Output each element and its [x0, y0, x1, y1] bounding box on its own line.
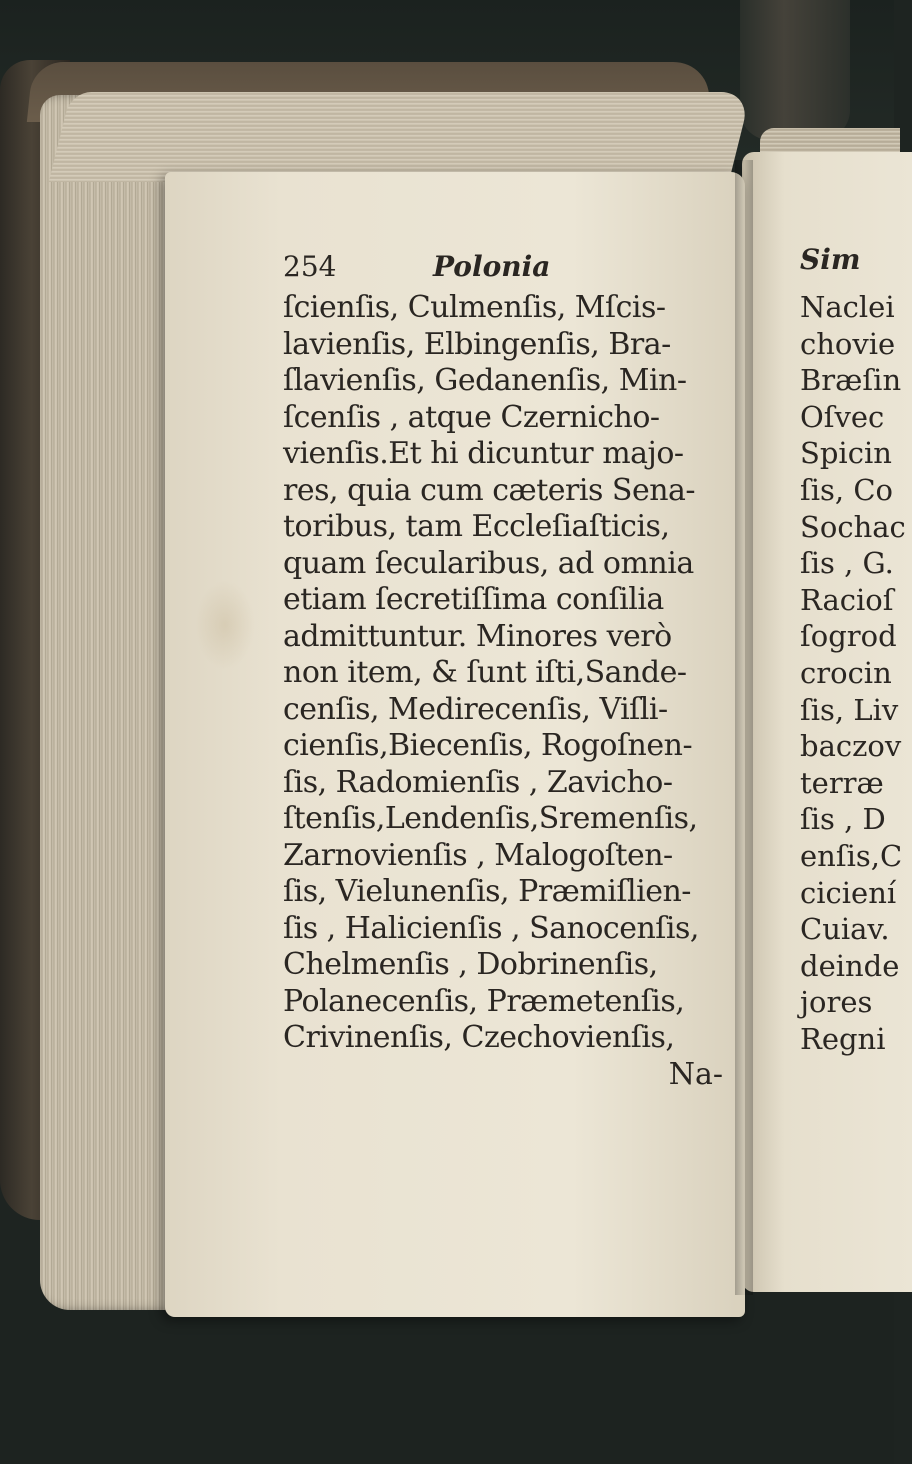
book-clasp — [740, 0, 850, 140]
text-line: Polanecenſis, Præmetenſis, — [283, 983, 685, 1019]
right-text-line: terræ — [800, 765, 884, 800]
text-line: res, quia cum cæteris Sena- — [283, 472, 696, 508]
text-line: ſis , Halicienſis , Sanocenſis, — [283, 910, 699, 946]
text-line: quam ſecularibus, ad omnia — [283, 545, 694, 581]
right-text-line: ciciení — [800, 875, 897, 910]
text-line: ſlavienſis, Gedanenſis, Min- — [283, 363, 687, 398]
running-head: Polonia — [433, 250, 551, 283]
text-line: lavienſis, Elbingenſis, Bra- — [283, 326, 671, 362]
right-text-line: crocin — [800, 655, 892, 690]
text-line: Chelmenſis , Dobrinenſis, — [283, 947, 658, 982]
text-line: cenſis, Medirecenſis, Viſli- — [283, 691, 668, 727]
right-text-line: Spicin — [800, 436, 892, 471]
right-text-line: deinde — [800, 948, 900, 983]
right-text-line: ſis , G. — [800, 546, 894, 581]
right-text-line: baczov — [800, 729, 902, 764]
page-header — [283, 250, 743, 290]
text-line: ſcenſis , atque Czernicho- — [283, 399, 660, 435]
right-text-line: ſis, Liv — [800, 692, 899, 727]
text-line: Zarnovienſis , Malogoſten- — [283, 837, 673, 873]
text-line: cienſis,Biecenſis, Rogoſnen- — [283, 728, 693, 763]
text-line: toribus, tam Eccleſiaſticis, — [283, 509, 670, 544]
catchword: Na- — [668, 1056, 723, 1092]
text-line: vienſis.Et hi dicuntur majo- — [283, 436, 684, 471]
right-text-line: enſis,C — [800, 838, 903, 873]
right-text-line: Racioſ — [800, 582, 894, 617]
text-line: admittuntur. Minores verò — [283, 618, 672, 654]
text-line: non item, & ſunt iſti,Sande- — [283, 655, 687, 690]
page-stain — [195, 580, 255, 670]
text-line: ſcienſis, Culmenſis, Mſcis- — [283, 290, 666, 325]
right-text-line: Regni — [800, 1021, 886, 1056]
text-line: ſis, Radomienſis , Zavicho- — [283, 764, 673, 800]
page-number: 254 — [283, 250, 337, 283]
text-line: Crivinenſis, Czechovienſis, — [283, 1020, 675, 1055]
right-page-text — [800, 243, 906, 1057]
right-text-line: ſogrod — [800, 619, 897, 654]
text-block — [283, 290, 743, 1057]
right-running-head: Sim — [800, 243, 861, 276]
text-line: etiam ſecretiſſima conſilia — [283, 582, 664, 617]
right-text-line: chovie — [800, 326, 896, 361]
right-text-line: jores — [800, 985, 873, 1020]
page-edges-top — [49, 92, 751, 182]
right-text-line: Cuiav. — [800, 912, 890, 947]
text-line: ſis, Vielunenſis, Præmiſlien- — [283, 874, 691, 909]
right-text-line: Oſvec — [800, 399, 885, 434]
right-text-line: ſis , D — [800, 802, 886, 837]
right-text-line: Naclei — [800, 290, 895, 324]
right-text-line: ſis, Co — [800, 472, 893, 507]
right-text-line: Sochac — [800, 509, 906, 544]
left-page-text — [283, 250, 743, 1093]
text-line: ſtenſis,Lendenſis,Sremenſis, — [283, 801, 698, 836]
right-text-line: Bræſin — [800, 363, 902, 398]
